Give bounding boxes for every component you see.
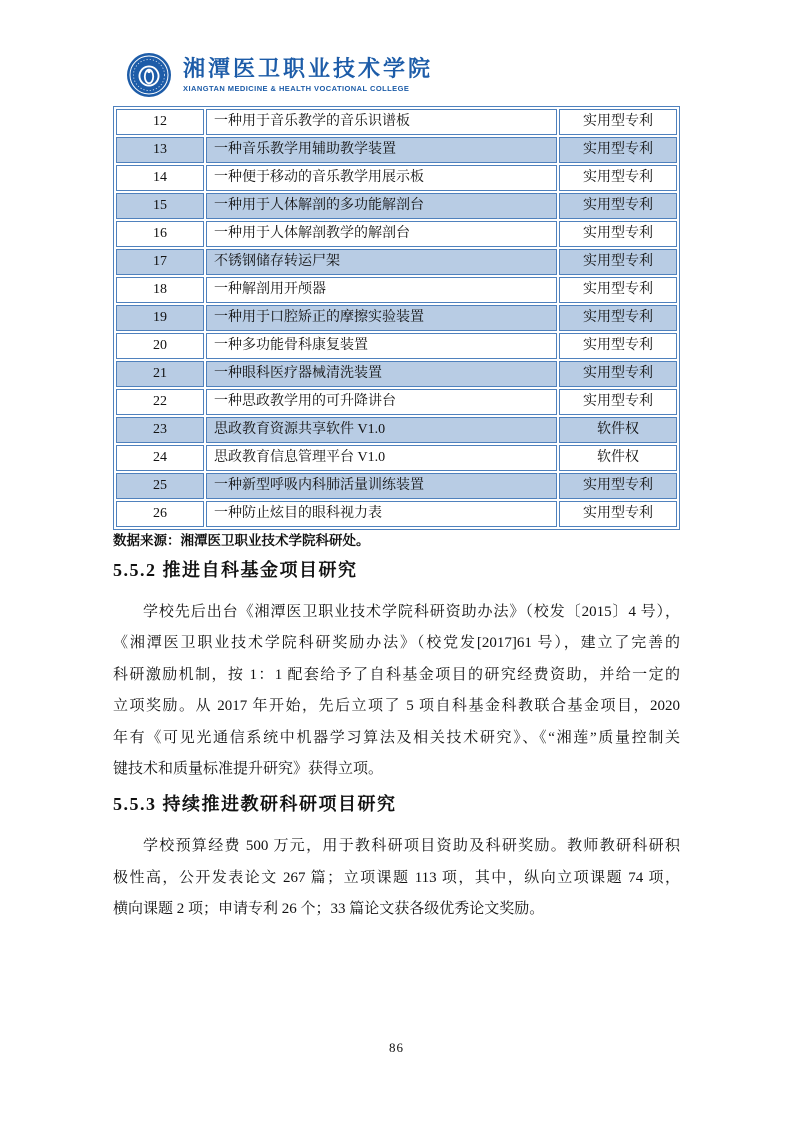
table-row: [116, 221, 677, 247]
patent-type: 软件权: [559, 417, 677, 443]
table-row: [116, 361, 677, 387]
patent-name: 思政教育信息管理平台 V1.0: [206, 445, 557, 471]
patent-index: 18: [116, 277, 204, 303]
patent-index: 21: [116, 361, 204, 387]
table-row: [116, 473, 677, 499]
table-row: [116, 249, 677, 275]
patent-type: 实用型专利: [559, 165, 677, 191]
patent-index: 23: [116, 417, 204, 443]
paragraph-line: 《湘潭医卫职业技术学院科研奖励办法》（校党发[2017]61 号），建立了完善的: [113, 635, 680, 652]
patent-index: 22: [116, 389, 204, 415]
patent-index: 15: [116, 193, 204, 219]
table-row: [116, 193, 677, 219]
patent-name: 一种用于人体解剖的多功能解剖台: [206, 193, 557, 219]
table-row: [116, 137, 677, 163]
college-name-block: [183, 57, 433, 93]
table-row: [116, 333, 677, 359]
patent-index: 24: [116, 445, 204, 471]
patent-name: 一种用于人体解剖教学的解剖台: [206, 221, 557, 247]
page-content: [113, 106, 680, 926]
patent-name: 一种思政教学用的可升降讲台: [206, 389, 557, 415]
patent-name: 一种多功能骨科康复装置: [206, 333, 557, 359]
patent-index: 20: [116, 333, 204, 359]
table-row: [116, 445, 677, 471]
patent-name: 一种便于移动的音乐教学用展示板: [206, 165, 557, 191]
paragraph-line: 年有《可见光通信系统中机器学习算法及相关技术研究》、《“湘莲”质量控制关: [113, 729, 680, 746]
patent-index: 17: [116, 249, 204, 275]
table-row: [116, 165, 677, 191]
paragraph-line: 立项奖励。从 2017 年开始，先后立项了 5 项自科基金科教联合基金项目，2020: [113, 698, 680, 715]
patent-name: 思政教育资源共享软件 V1.0: [206, 417, 557, 443]
patent-index: 19: [116, 305, 204, 331]
patent-name: 一种新型呼吸内科肺活量训练装置: [206, 473, 557, 499]
table-row: [116, 305, 677, 331]
section-heading-5-5-3: 5.5.3 持续推进教研科研项目研究: [113, 794, 397, 815]
section-5-5-3-paragraph: [113, 831, 680, 925]
college-name-en: XIANGTAN MEDICINE & HEALTH VOCATIONAL COLLEGE: [183, 84, 410, 94]
patent-type: 实用型专利: [559, 305, 677, 331]
patent-type: 实用型专利: [559, 137, 677, 163]
patent-type: 实用型专利: [559, 109, 677, 135]
college-logo: [126, 52, 433, 98]
paragraph-line: 横向课题 2 项；申请专利 26 个；33 篇论文获各级优秀论文奖励。: [113, 901, 545, 918]
patent-name: 一种眼科医疗器械清洗装置: [206, 361, 557, 387]
patent-type: 实用型专利: [559, 333, 677, 359]
paragraph-line: 学校先后出台《湘潭医卫职业技术学院科研资助办法》（校发〔2015〕4 号），: [143, 604, 680, 620]
section-heading-5-5-2: 5.5.2 推进自科基金项目研究: [113, 560, 358, 580]
patent-type: 软件权: [559, 445, 677, 471]
section-5-5-2-paragraph: [113, 597, 680, 785]
patent-table: [113, 106, 680, 530]
patent-name: 一种用于口腔矫正的摩擦实验装置: [206, 305, 557, 331]
paragraph-line: 学校预算经费 500 万元，用于教科研项目资助及科研奖励。教师教研科研积: [143, 838, 680, 855]
table-row: [116, 277, 677, 303]
table-row: [116, 417, 677, 443]
patent-name: 一种防止炫目的眼科视力表: [206, 501, 557, 527]
table-row: [116, 109, 677, 135]
patent-index: 14: [116, 165, 204, 191]
patent-type: 实用型专利: [559, 221, 677, 247]
patent-index: 16: [116, 221, 204, 247]
patent-type: 实用型专利: [559, 193, 677, 219]
patent-index: 25: [116, 473, 204, 499]
college-seal-icon: [126, 52, 172, 98]
paragraph-line: 键技术和质量标准提升研究》获得立项。: [113, 760, 384, 777]
table-row: [116, 501, 677, 527]
patent-index: 26: [116, 501, 204, 527]
patent-type: 实用型专利: [559, 277, 677, 303]
patent-index: 13: [116, 137, 204, 163]
patent-name: 一种解剖用开颅器: [206, 277, 557, 303]
data-source-note: 数据来源：湘潭医卫职业技术学院科研处。: [113, 533, 370, 548]
patent-type: 实用型专利: [559, 389, 677, 415]
table-row: [116, 389, 677, 415]
college-name-zh: 湘潭医卫职业技术学院: [183, 55, 434, 82]
page-number: 86: [389, 1040, 404, 1055]
patent-type: 实用型专利: [559, 361, 677, 387]
patent-name: 不锈钢储存转运尸架: [206, 249, 557, 275]
patent-index: 12: [116, 109, 204, 135]
patent-type: 实用型专利: [559, 473, 677, 499]
patent-type: 实用型专利: [559, 501, 677, 527]
patent-name: 一种用于音乐教学的音乐识谱板: [206, 109, 557, 135]
paragraph-line: 科研激励机制，按 1：1 配套给予了自科基金项目的研究经费资助，并给一定的: [113, 666, 680, 683]
paragraph-line: 极性高，公开发表论文 267 篇；立项课题 113 项，其中，纵向立项课题 74 项，: [113, 869, 680, 886]
patent-name: 一种音乐教学用辅助教学装置: [206, 137, 557, 163]
patent-type: 实用型专利: [559, 249, 677, 275]
